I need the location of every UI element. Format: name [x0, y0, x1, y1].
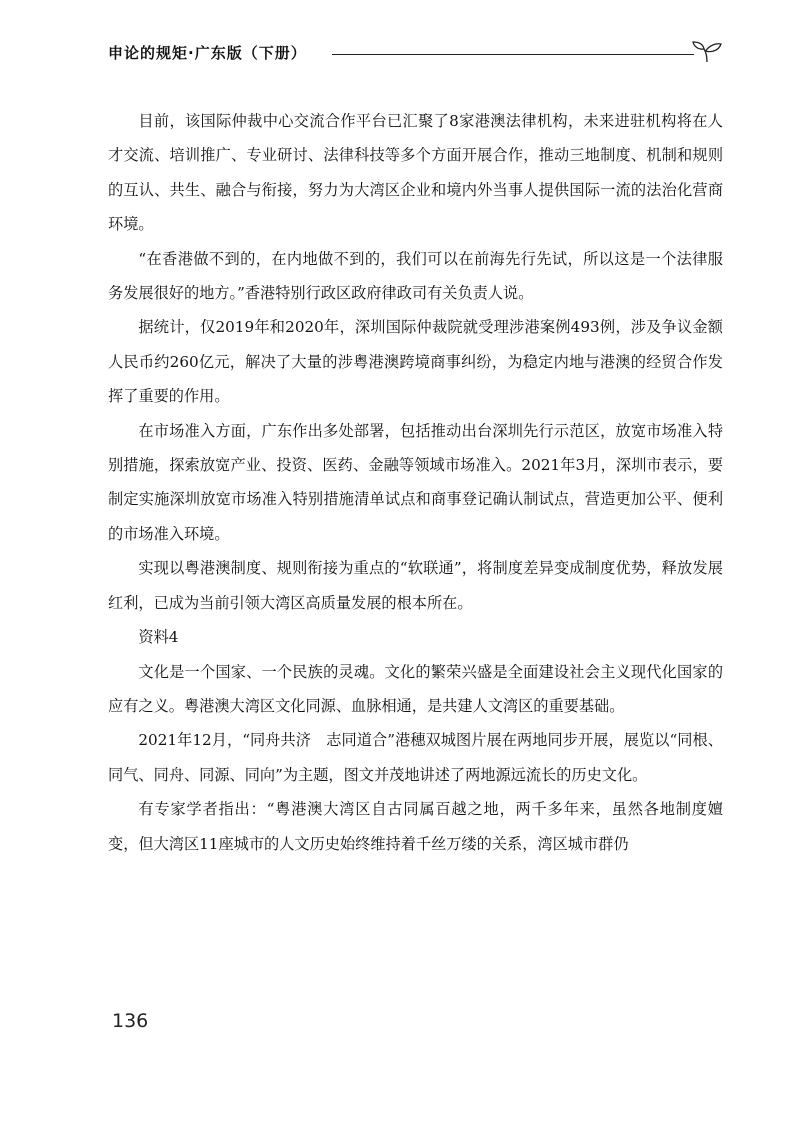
paragraph: 2021年12月，“同舟共济 志同道合”港穗双城图片展在两地同步开展，展览以“同根、同气、同舟、同源、同向”为主题，图文并茂地讲述了两地源远流长的历史文化。: [108, 731, 723, 784]
header-rule: [332, 54, 694, 55]
paragraph: 有专家学者指出：“粤港澳大湾区自古同属百越之地，两千多年来，虽然各地制度嬗变，但大湾区11座城市的人文历史始终维持着千丝万缕的关系，湾区城市群仍: [108, 800, 723, 853]
book-title: 申论的规矩·广东版（下册）: [108, 44, 307, 62]
paragraph: 文化是一个国家、一个民族的灵魂。文化的繁荣兴盛是全面建设社会主义现代化国家的应有之义。粤港澳大湾区文化同源、血脉相通，是共建人文湾区的重要基础。: [108, 662, 723, 715]
paragraph: 在市场准入方面，广东作出多处部署，包括推动出台深圳先行示范区，放宽市场准入特别措施，探索放宽产业、投资、医药、金融等领域市场准入。2021年3月，深圳市表示，要制定实施深圳放宽市场准入特别措施清单试点和商事登记确认制试点，营造更加公平、便利的市场准入环境。: [108, 421, 723, 543]
running-header: [108, 40, 718, 66]
paragraph: 目前，该国际仲裁中心交流合作平台已汇聚了8家港澳法律机构，未来进驻机构将在人才交流、培训推广、专业研讨、法律科技等多个方面开展合作，推动三地制度、机制和规则的互认、共生、融合与衔接，努力为大湾区企业和境内外当事人提供国际一流的法治化营商环境。: [108, 112, 723, 234]
paragraph: 据统计，仅2019年和2020年，深圳国际仲裁院就受理涉港案例493例，涉及争议金额人民币约260亿元，解决了大量的涉粤港澳跨境商事纠纷，为稳定内地与港澳的经贸合作发挥了重要的作用。: [108, 318, 723, 406]
body-text: [108, 104, 723, 861]
paragraph: “在香港做不到的，在内地做不到的，我们可以在前海先行先试，所以这是一个法律服务发展很好的地方。”香港特别行政区政府律政司有关负责人说。: [108, 249, 723, 303]
section-heading: 资料4: [138, 628, 179, 647]
sprout-icon: [690, 40, 724, 64]
page-number: 136: [112, 1010, 149, 1032]
paragraph: 实现以粤港澳制度、规则衔接为重点的“软联通”，将制度差异变成制度优势，释放发展红利，已成为当前引领大湾区高质量发展的根本所在。: [108, 559, 723, 612]
